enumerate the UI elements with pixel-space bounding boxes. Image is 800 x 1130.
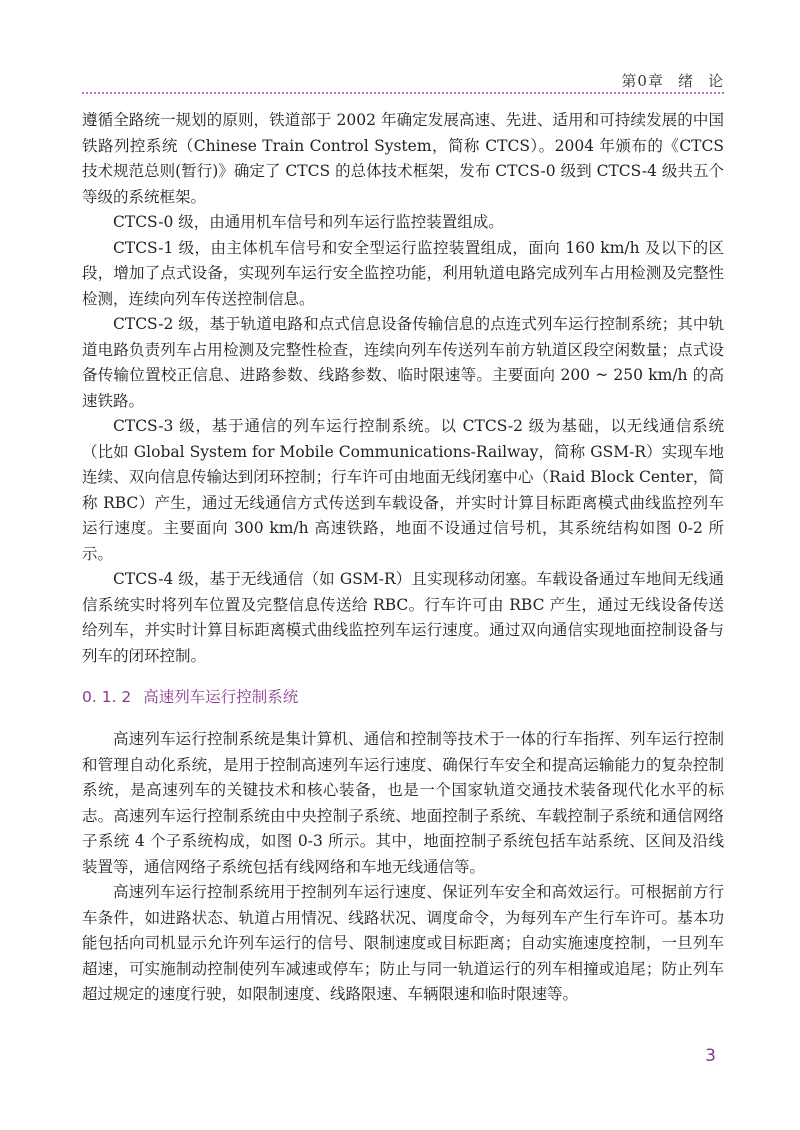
header-dotted-rule (82, 92, 724, 94)
paragraph-ctcs-1: CTCS-1 级，由主体机车信号和安全型运行监控装置组成，面向 160 km/h 及以下的区段，增加了点式设备，实现列车运行安全监控功能，利用轨道电路完成列车占用检测及完整性检测，连续向列车传送控制信息。 (82, 238, 724, 308)
page-body (82, 108, 724, 1008)
page-number: 3 (705, 1046, 716, 1066)
paragraph-ctcs-3: CTCS-3 级，基于通信的列车运行控制系统。以 CTCS-2 级为基础，以无线通信系统（比如 Global System for Mobile Communications-Railway，简称 GSM-R）实现车地连续、双向信息传输达到闭环控制；行车许可由地面无线闭塞中心（Raid Block Center，简称 RBC）产生，通过无线通信方式传送到车载设备，并实时计算目标距离模式曲线监控列车运行速度。主要面向 300 km/h 高速铁路，地面不设通过信号机，其系统结构如图 0-2 所示。 (82, 417, 724, 563)
section-title: 高速列车运行控制系统 (143, 688, 299, 706)
paragraph-system-functions: 高速列车运行控制系统用于控制列车运行速度、保证列车安全和高效运行。可根据前方行车条件，如进路状态、轨道占用情况、线路状况、调度命令，为每列车产生行车许可。基本功能包括向司机显示允许列车运行的信号、限制速度或目标距离；自动实施速度控制，一旦列车超速，可实施制动控制使列车减速或停车；防止与同一轨道运行的列车相撞或追尾；防止列车超过规定的速度行驶，如限制速度、线路限速、车辆限速和临时限速等。 (82, 883, 724, 1003)
chapter-label: 第0章 (621, 72, 664, 90)
paragraph-ctcs-2: CTCS-2 级，基于轨道电路和点式信息设备传输信息的点连式列车运行控制系统；其中轨道电路负责列车占用检测及完整性检查，连续向列车传送列车前方轨道区段空闲数量；点式设备传输位置校正信息、进路参数、线路参数、临时限速等。主要面向 200 ~ 250 km/h 的高速铁路。 (82, 315, 724, 410)
running-header (607, 70, 724, 91)
paragraph-ctcs-0: CTCS-0 级，由通用机车信号和列车运行监控装置组成。 (113, 213, 504, 231)
paragraph-system-overview: 高速列车运行控制系统是集计算机、通信和控制等技术于一体的行车指挥、列车运行控制和管理自动化系统，是用于控制高速列车运行速度、确保行车安全和提高运输能力的复杂控制系统，是高速列车的关键技术和核心装备，也是一个国家轨道交通技术装备现代化水平的标志。高速列车运行控制系统由中央控制子系统、地面控制子系统、车载控制子系统和通信网络子系统 4 个子系统构成，如图 0-3 所示。其中，地面控制子系统包括车站系统、区间及沿线装置等，通信网络子系统包括有线网络和车地无线通信等。 (82, 730, 724, 876)
paragraph-ctcs-4: CTCS-4 级，基于无线通信（如 GSM-R）且实现移动闭塞。车载设备通过车地间无线通信系统实时将列车位置及完整信息传送给 RBC。行车许可由 RBC 产生，通过无线设备传送给列车，并实时计算目标距离模式曲线监控列车运行速度。通过双向通信实现地面控制设备与列车的闭环控制。 (82, 570, 724, 665)
chapter-title-char-2: 论 (707, 72, 724, 90)
section-heading (82, 685, 724, 709)
section-number: 0. 1. 2 (82, 688, 132, 706)
paragraph-ctcs-intro: 遵循全路统一规划的原则，铁道部于 2002 年确定发展高速、先进、适用和可持续发展的中国铁路列控系统（Chinese Train Control System，简称 CTCS）。2004 年颁布的《CTCS 技术规范总则(暂行)》确定了 CTCS 的总体技术框架，发布 CTCS-0 级到 CTCS-4 级共五个等级的系统框架。 (82, 111, 724, 206)
chapter-title-char-1: 绪 (677, 72, 694, 90)
